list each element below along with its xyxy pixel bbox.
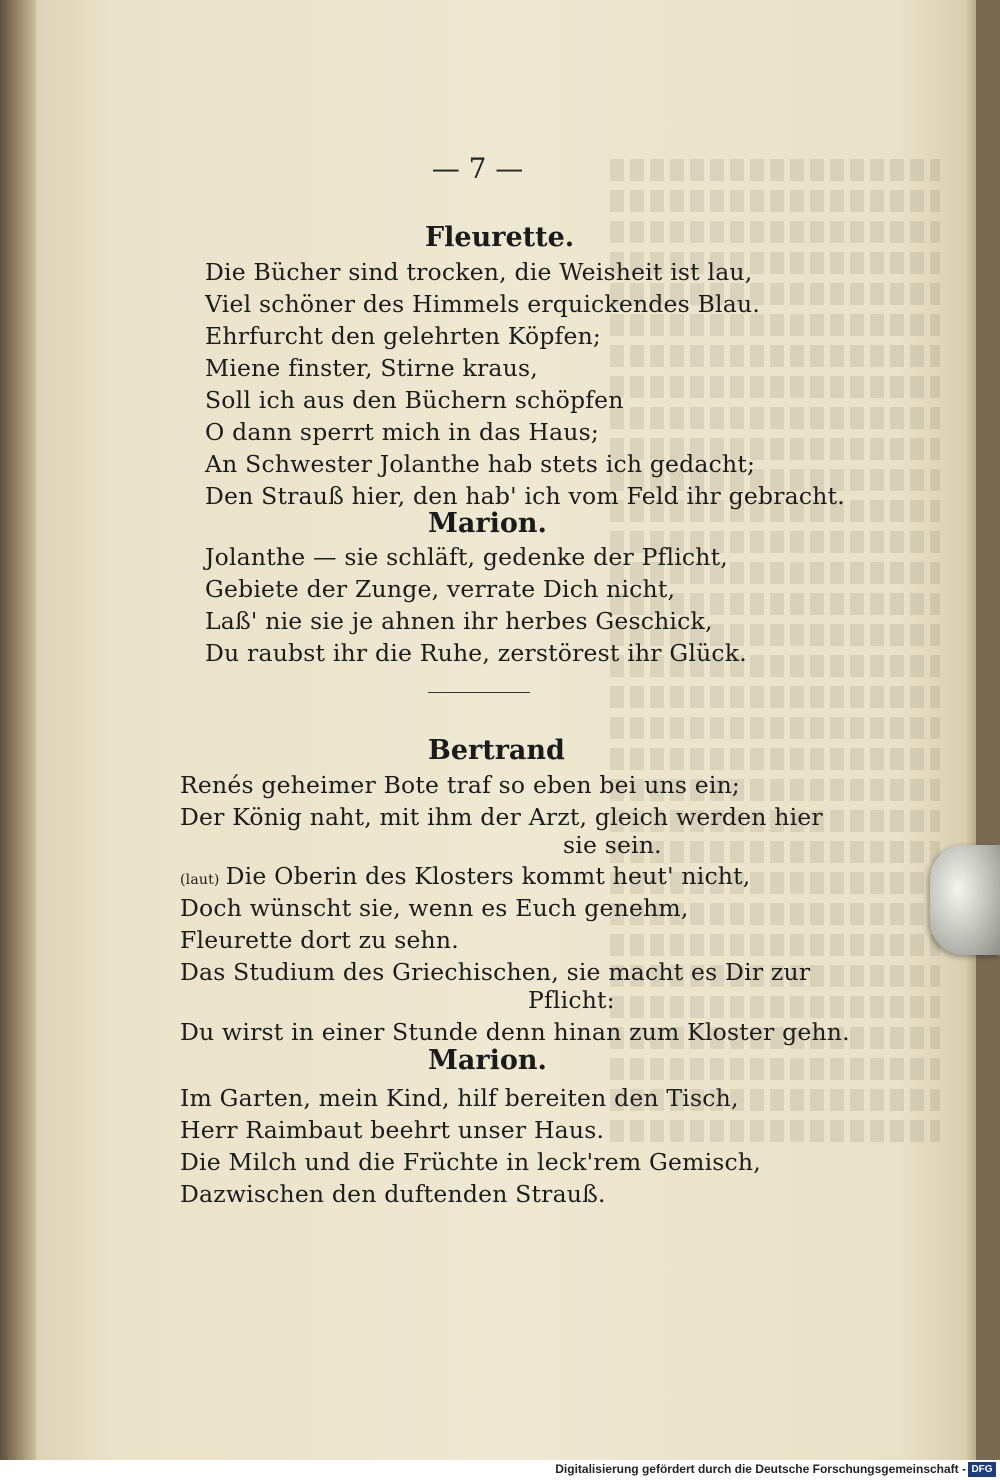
verse-line: Fleurette dort zu sehn. [180, 926, 459, 954]
verse-line: Herr Raimbaut beehrt unser Haus. [180, 1116, 605, 1144]
page-fore-edge [966, 0, 976, 1460]
verse-line-with-direction [180, 862, 750, 890]
verse-line: Laß' nie sie je ahnen ihr herbes Geschick, [205, 607, 713, 635]
speaker-bertrand: Bertrand [428, 735, 565, 766]
verse-line: Jolanthe — sie schläft, gedenke der Pflicht, [205, 543, 728, 571]
speaker-marion: Marion. [428, 1045, 547, 1076]
verse-line: Im Garten, mein Kind, hilf bereiten den Tisch, [180, 1084, 739, 1112]
verse-line: Du wirst in einer Stunde denn hinan zum Kloster gehn. [180, 1018, 850, 1046]
speaker-fleurette: Fleurette. [425, 222, 575, 253]
verse-line: Ehrfurcht den gelehrten Köpfen; [205, 322, 602, 350]
verse-line: Renés geheimer Bote traf so eben bei uns ein; [180, 771, 741, 799]
verse-line: Der König naht, mit ihm der Arzt, gleich werden hier [180, 803, 823, 831]
verse-line: Viel schöner des Himmels erquickendes Blau. [205, 290, 760, 318]
verse-line: Dazwischen den duftenden Strauß. [180, 1180, 606, 1208]
verse-line: Doch wünscht sie, wenn es Euch genehm, [180, 894, 689, 922]
verse-line: Miene finster, Stirne kraus, [205, 354, 538, 382]
verse-line: Die Milch und die Früchte in leck'rem Gemisch, [180, 1148, 761, 1176]
page-clip [930, 845, 1000, 955]
dfg-logo: DFG [968, 1462, 996, 1477]
verse-line: O dann sperrt mich in das Haus; [205, 418, 600, 446]
book-page [36, 0, 976, 1460]
section-divider [428, 692, 530, 693]
verse-line: Den Strauß hier, den hab' ich vom Feld ihr gebracht. [205, 482, 845, 510]
verse-line-continuation: sie sein. [563, 831, 662, 859]
left-page-edge [0, 0, 36, 1462]
verse-line: Gebiete der Zunge, verrate Dich nicht, [205, 575, 676, 603]
verse-line: An Schwester Jolanthe hab stets ich gedacht; [205, 450, 756, 478]
verse-line: Soll ich aus den Büchern schöpfen [205, 386, 624, 414]
verse-line: Die Bücher sind trocken, die Weisheit ist lau, [205, 258, 753, 286]
verse-line-text: Die Oberin des Klosters kommt heut' nicht, [225, 862, 751, 890]
page-number: — 7 — [431, 152, 524, 185]
verse-line: Das Studium des Griechischen, sie macht es Dir zur [180, 958, 811, 986]
stage-direction: (laut) [180, 872, 220, 888]
speaker-marion: Marion. [428, 508, 547, 539]
verse-line: Du raubst ihr die Ruhe, zerstörest ihr Glück. [205, 639, 747, 667]
verse-line-continuation: Pflicht: [528, 986, 615, 1014]
digitization-credit: Digitalisierung gefördert durch die Deutsche Forschungsgemeinschaft - [555, 1462, 966, 1476]
